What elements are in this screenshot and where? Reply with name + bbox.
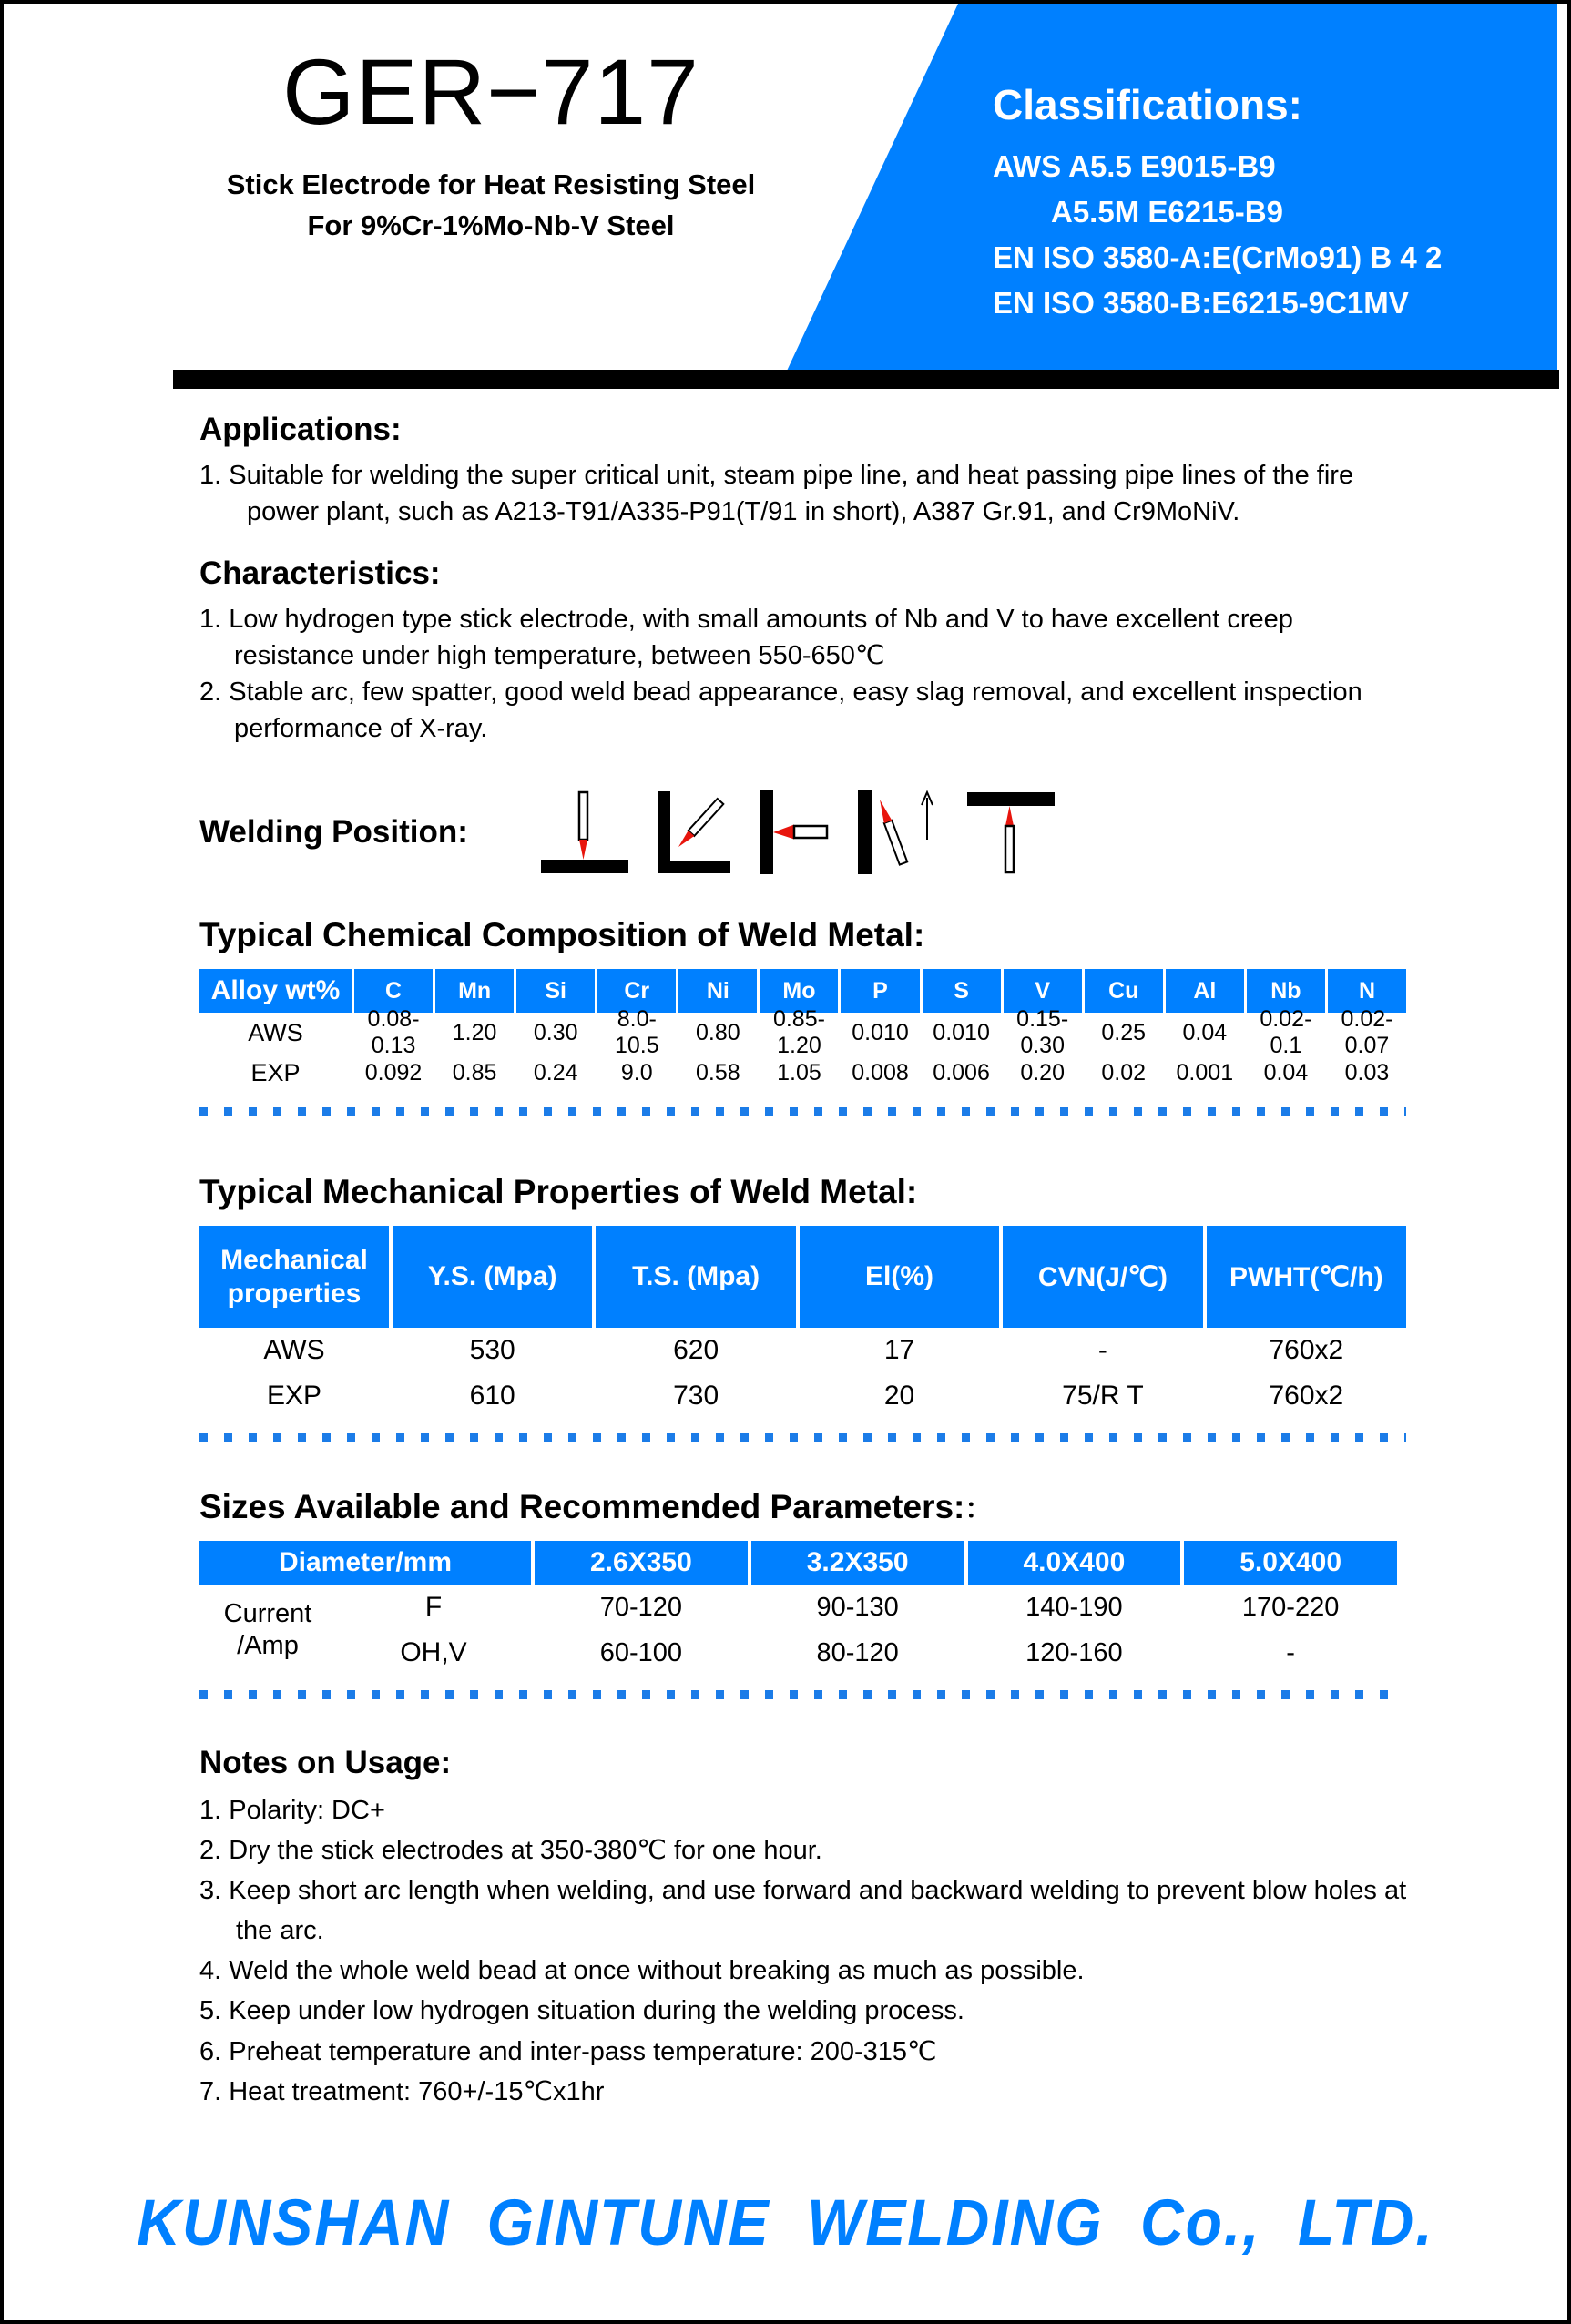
sizes-title-suffix: ： <box>964 1494 993 1525</box>
column-header: Nb <box>1247 969 1328 1013</box>
column-header: PWHT(℃/h) <box>1207 1226 1406 1328</box>
column-header: 5.0X400 <box>1184 1541 1397 1585</box>
note-item: 3. Keep short arc length when welding, and use forward and backward welding to prevent blow holes at the arc. <box>199 1876 1407 1946</box>
dotted-separator <box>199 1690 1397 1699</box>
table-cell: - <box>1286 1637 1295 1667</box>
table-cell: 0.02-0.07 <box>1341 1006 1393 1059</box>
column-header: Mn <box>435 969 516 1013</box>
table-cell: 0.008 <box>852 1059 909 1086</box>
column-header: T.S. (Mpa) <box>596 1226 799 1328</box>
table-cell: 620 <box>673 1335 719 1366</box>
row-label: OH,V <box>400 1637 467 1668</box>
table-cell: 0.30 <box>533 1019 578 1045</box>
sizes-title-text: Sizes Available and Recommended Parameters: <box>199 1488 965 1526</box>
table-cell: 1.20 <box>452 1019 497 1045</box>
table-cell: 730 <box>673 1381 719 1412</box>
column-header: S <box>923 969 1004 1013</box>
table-cell: 0.80 <box>696 1019 740 1045</box>
title-block <box>190 35 791 247</box>
column-header: 4.0X400 <box>968 1541 1185 1585</box>
table-cell: 0.04 <box>1263 1059 1309 1086</box>
row-label: F <box>424 1592 443 1623</box>
row-label: AWS <box>263 1335 325 1366</box>
vertical-up-position-icon <box>847 787 947 878</box>
column-header: V <box>1004 969 1085 1013</box>
sizes-table-header <box>199 1541 1397 1585</box>
table-cell: 0.092 <box>364 1059 423 1086</box>
table-cell: 0.85-1.20 <box>772 1006 825 1059</box>
column-header: N <box>1328 969 1406 1013</box>
company-name: KUNSHAN GINTUNE WELDING Co., LTD. <box>137 2186 1434 2258</box>
table-cell: 0.15-0.30 <box>1016 1006 1069 1059</box>
table-cell: 530 <box>469 1335 515 1366</box>
table-cell: 70-120 <box>599 1592 683 1622</box>
table-cell: 0.006 <box>933 1059 990 1086</box>
section-welding-position <box>199 787 1411 878</box>
classifications-title: Classifications: <box>993 81 1302 128</box>
current-amp-label <box>199 1585 336 1676</box>
table-cell: 20 <box>883 1381 915 1412</box>
table-cell: 0.02 <box>1101 1059 1147 1086</box>
overhead-position-icon <box>960 787 1062 878</box>
table-cell: 90-130 <box>816 1592 899 1622</box>
mechanical-table <box>199 1226 1406 1442</box>
classification-line: A5.5M E6215-B9 <box>1051 195 1283 229</box>
mechanical-table-title: Typical Mechanical Properties of Weld Metal: <box>199 1173 918 1211</box>
column-header: El(%) <box>800 1226 1003 1328</box>
classification-line: AWS A5.5 E9015-B9 <box>993 149 1276 183</box>
column-header: Alloy wt% <box>199 969 354 1013</box>
table-cell: 760x2 <box>1269 1335 1344 1366</box>
sizes-table-title <box>199 1486 1411 1526</box>
table-row <box>199 1373 1406 1419</box>
table-cell: 0.25 <box>1101 1019 1147 1045</box>
table-cell: 1.05 <box>777 1059 821 1086</box>
horizontal-position-icon <box>752 787 834 878</box>
sizes-table <box>199 1541 1397 1699</box>
note-item: 4. Weld the whole weld bead at once without breaking as much as possible. <box>199 1956 1085 1986</box>
table-cell: 120-160 <box>1025 1637 1123 1667</box>
classifications-block <box>993 80 1442 327</box>
product-subtitle-line1: Stick Electrode for Heat Resisting Steel <box>226 168 756 200</box>
table-cell: 0.24 <box>533 1059 578 1086</box>
chemical-table-title: Typical Chemical Composition of Weld Metal: <box>199 916 925 954</box>
content <box>199 412 1411 2112</box>
table-cell: 17 <box>883 1335 915 1366</box>
table-cell: 9.0 <box>620 1059 653 1086</box>
column-header: Si <box>516 969 597 1013</box>
classification-line: EN ISO 3580-B:E6215-9C1MV <box>993 286 1409 321</box>
table-cell: 0.04 <box>1182 1019 1228 1045</box>
note-item: 5. Keep under low hydrogen situation during the welding process. <box>199 1996 964 2026</box>
table-cell: 75/R T <box>1062 1381 1144 1412</box>
table-row <box>199 1328 1406 1373</box>
amp-label: /Amp <box>237 1631 299 1661</box>
column-header: CVN(J/℃) <box>1003 1226 1206 1328</box>
table-cell: 0.010 <box>933 1019 990 1045</box>
header-divider-bar <box>173 370 1559 389</box>
section-sizes <box>199 1486 1411 1699</box>
table-cell: 140-190 <box>1025 1592 1123 1622</box>
dotted-separator <box>199 1433 1406 1442</box>
welding-position-icons <box>534 787 1062 878</box>
column-header: 2.6X350 <box>535 1541 751 1585</box>
section-characteristics <box>199 556 1411 747</box>
table-cell: 760x2 <box>1269 1381 1344 1412</box>
note-item: 1. Polarity: DC+ <box>199 1796 385 1826</box>
note-item: 6. Preheat temperature and inter-pass temperature: 200-315℃ <box>199 2036 937 2066</box>
column-header: C <box>354 969 435 1013</box>
column-header: Y.S. (Mpa) <box>393 1226 596 1328</box>
table-cell: 610 <box>469 1381 515 1412</box>
row-label: EXP <box>250 1058 301 1086</box>
current-label: Current <box>223 1599 312 1629</box>
column-header: P <box>841 969 922 1013</box>
table-cell: 8.0-10.5 <box>614 1006 659 1059</box>
column-header: Cr <box>597 969 678 1013</box>
applications-title: Applications: <box>199 412 402 447</box>
characteristics-title: Characteristics: <box>199 556 441 592</box>
column-header: Mechanical properties <box>199 1226 393 1328</box>
characteristics-item: 2. Stable arc, few spatter, good weld bead appearance, easy slag removal, and excellent inspection performance of X-ray. <box>199 678 1362 744</box>
product-subtitle-line2: For 9%Cr-1%Mo-Nb-V Steel <box>307 209 675 242</box>
fillet-position-icon <box>648 787 740 878</box>
table-row <box>199 1006 1406 1059</box>
section-applications <box>199 412 1411 530</box>
column-header: Mo <box>760 969 841 1013</box>
welding-position-title: Welding Position: <box>199 814 468 851</box>
column-header: 3.2X350 <box>751 1541 968 1585</box>
table-cell: 0.03 <box>1344 1059 1390 1086</box>
column-header: Cu <box>1085 969 1166 1013</box>
column-header: Ni <box>678 969 760 1013</box>
product-title: GER−717 <box>282 40 699 144</box>
table-cell: 0.001 <box>1176 1059 1234 1086</box>
table-cell: 0.02-0.1 <box>1260 1006 1312 1059</box>
column-header: Al <box>1166 969 1247 1013</box>
applications-item: 1. Suitable for welding the super critical unit, steam pipe line, and heat passing pipe lines of the fire power plant, such as A213-T91/A335-P91(T/91 in short), A387 Gr.91, and Cr9MoNiV. <box>199 461 1354 527</box>
section-chemical-composition <box>199 916 1411 1116</box>
section-mechanical-properties <box>199 1173 1411 1442</box>
table-cell: 0.010 <box>852 1019 909 1045</box>
mechanical-table-header <box>199 1226 1406 1328</box>
table-cell: 0.20 <box>1020 1059 1065 1086</box>
chemical-table <box>199 969 1406 1116</box>
table-row <box>199 1053 1406 1093</box>
characteristics-item: 1. Low hydrogen type stick electrode, with small amounts of Nb and V to have excellent creep resistance under high temperature, between 550-650℃ <box>199 605 1293 671</box>
table-cell: 170-220 <box>1241 1592 1340 1622</box>
dotted-separator <box>199 1107 1406 1116</box>
sizes-table-body <box>199 1585 1397 1676</box>
table-cell: 0.85 <box>452 1059 497 1086</box>
row-label: EXP <box>266 1381 322 1412</box>
table-cell: - <box>1097 1335 1107 1366</box>
note-item: 2. Dry the stick electrodes at 350-380℃ for one hour. <box>199 1836 822 1866</box>
table-cell: 80-120 <box>816 1637 899 1667</box>
section-notes <box>199 1745 1411 2112</box>
row-label: AWS <box>248 1018 303 1046</box>
classification-line: EN ISO 3580-A:E(CrMo91) B 4 2 <box>993 240 1443 275</box>
column-header: Diameter/mm <box>199 1541 535 1585</box>
table-cell: 0.08-0.13 <box>367 1006 420 1059</box>
flat-position-icon <box>534 787 636 878</box>
notes-title: Notes on Usage: <box>199 1745 452 1781</box>
table-cell: 60-100 <box>599 1637 683 1667</box>
note-item: 7. Heat treatment: 760+/-15℃x1hr <box>199 2076 605 2106</box>
table-cell: 0.58 <box>696 1059 740 1086</box>
